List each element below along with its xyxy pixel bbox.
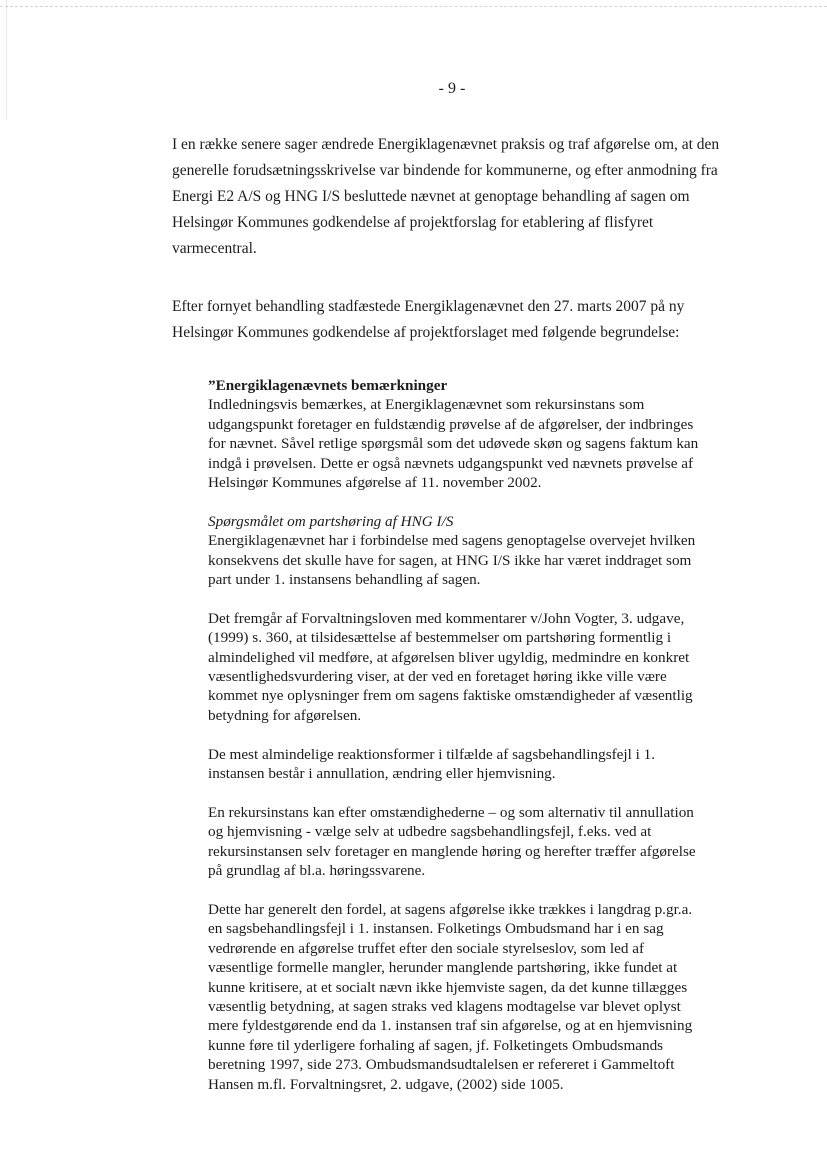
body-paragraph: I en række senere sager ændrede Energiklagenævnet praksis og traf afgørelse om, at den generelle forudsætningsskrivelse var bindende for kommunerne, og efter anmodning fra Energi E2 A/S og HNG I/S besluttede nævnet at genoptage behandling af sagen om Helsingør Kommunes godkendelse af projektforslag for etablering af flisfyret varmecentral. [172,136,720,257]
block-quote [208,376,708,1113]
quote-heading: ”Energiklagenævnets bemærkninger [208,377,448,394]
page-number: - 9 - [438,80,466,97]
scan-edge-left [6,0,7,120]
scan-edge-top [0,6,827,7]
quote-intro-paragraph: Indledningsvis bemærkes, at Energiklagenævnet som rekursinstans som udgangspunkt foretager en fuldstændig prøvelse af de afgørelser, der indbringes for nævnet. Såvel retlige spørgsmål som det udøvede skøn og sagens faktum kan indgå i prøvelsen. Dette er også nævnets udgangspunkt ved nævnets prøvelse af Helsingør Kommunes afgørelse af 11. november 2002. [208,396,699,492]
quote-paragraph: Det fremgår af Forvaltningsloven med kommentarer v/John Vogter, 3. udgave, (1999) s. 360, at tilsidesættelse af bestemmelser om partshøring formentlig i almindelighed vil medføre, at afgørelsen bliver ugyldig, medmindre en konkret væsentlighedsvurdering viser, at der ved en foretaget høring ikke ville være kommet nye oplysninger frem om sagens faktiske omstændigheder af væsentlig betydning for afgørelsen. [208,609,693,724]
quote-paragraph: En rekursinstans kan efter omstændighederne – og som alternativ til annullation og hjemvisning - vælge selv at udbedre sagsbehandlingsfejl, f.eks. ved at rekursinstansen selv foretager en manglende høring og herefter træffer afgørelse på grundlag af bl.a. høringssvarene. [208,803,696,880]
quote-subheading: Spørgsmålet om partshøring af HNG I/S [208,512,454,530]
quote-paragraph: Dette har generelt den fordel, at sagens afgørelse ikke trækkes i langdrag p.gr.a. en sagsbehandlingsfejl i 1. instansen. Folketings Ombudsmand har i en sag vedrørende en afgørelse truffet efter den sociale styrelseslov, som led af væsentlige formelle mangler, herunder manglende partshøring, ikke fundet at kunne kritisere, at et socialt nævn ikke hjemviste sagen, da det kunne tillægges væsentlig betydning, at sagen straks ved klagens modtagelse var blevet oplyst mere fyldestgørende end da 1. instansen traf sin afgørelse, og at en hjemvisning kunne føre til yderligere forhaling af sagen, jf. Folketingets Ombudsmands beretning 1997, side 273. Ombudsmandsudtalelsen er refereret i Gammeltoft Hansen m.fl. Forvaltningsret, 2. udgave, (2002) side 1005. [208,900,693,1093]
body-paragraph: Efter fornyet behandling stadfæstede Energiklagenævnet den 27. marts 2007 på ny Helsingør Kommunes godkendelse af projektforslaget med følgende begrundelse: [172,298,685,341]
quote-paragraph: De mest almindelige reaktionsformer i tilfælde af sagsbehandlingsfejl i 1. instansen består i annullation, ændring eller hjemvisning. [208,745,656,783]
quote-paragraph: Energiklagenævnet har i forbindelse med sagens genoptagelse overvejet hvilken konsekvens det skulle have for sagen, at HNG I/S ikke har været inddraget som part under 1. instansens behandling af sagen. [208,532,696,589]
